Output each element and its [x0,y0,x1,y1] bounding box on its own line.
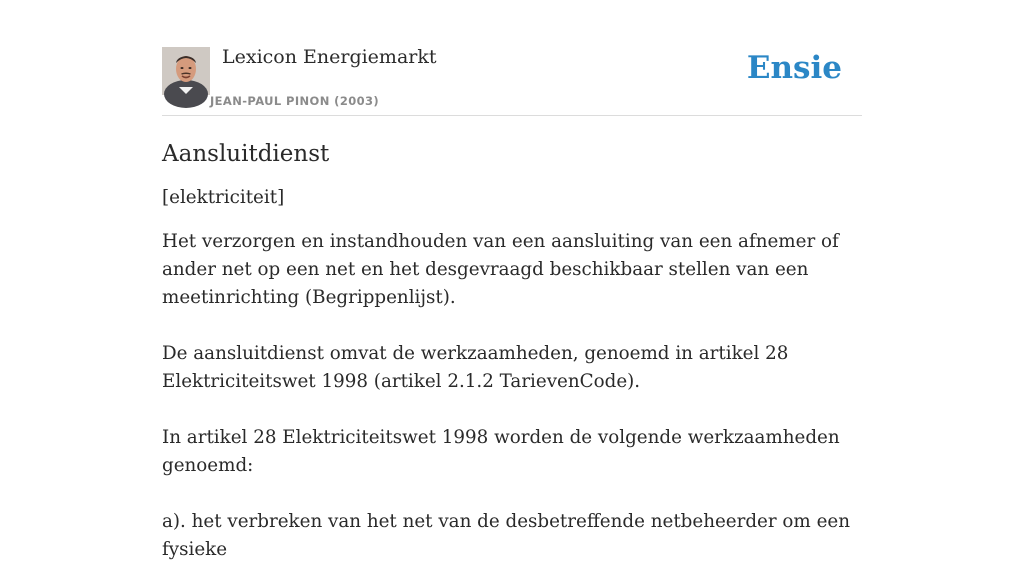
entry-paragraph: In artikel 28 Elektriciteitswet 1998 worden de volgende werkzaamheden genoemd: [162,427,840,476]
lexicon-title[interactable]: Lexicon Energiemarkt [222,46,437,68]
entry-title: Aansluitdienst [162,141,330,167]
author-avatar[interactable] [162,47,210,95]
author-name[interactable]: JEAN-PAUL PINON (2003) [210,94,380,108]
entry-paragraph: Het verzorgen en instandhouden van een aansluiting van een afnemer of ander net op een net en het desgevraagd beschikbaar stellen van een meetinrichting (Begrippenlijst). [162,231,839,308]
entry-category: [elektriciteit] [162,187,285,208]
page-header [162,44,862,116]
entry-paragraph: a). het verbreken van het net van de desbetreffende netbeheerder om een fysieke [162,511,850,560]
entry-content [162,138,862,580]
entry-paragraph: De aansluitdienst omvat de werkzaamheden, genoemd in artikel 28 Elektriciteitswet 1998 (artikel 2.1.2 TarievenCode). [162,343,789,392]
portrait-icon [162,47,210,95]
site-logo[interactable]: Ensie [746,50,842,86]
